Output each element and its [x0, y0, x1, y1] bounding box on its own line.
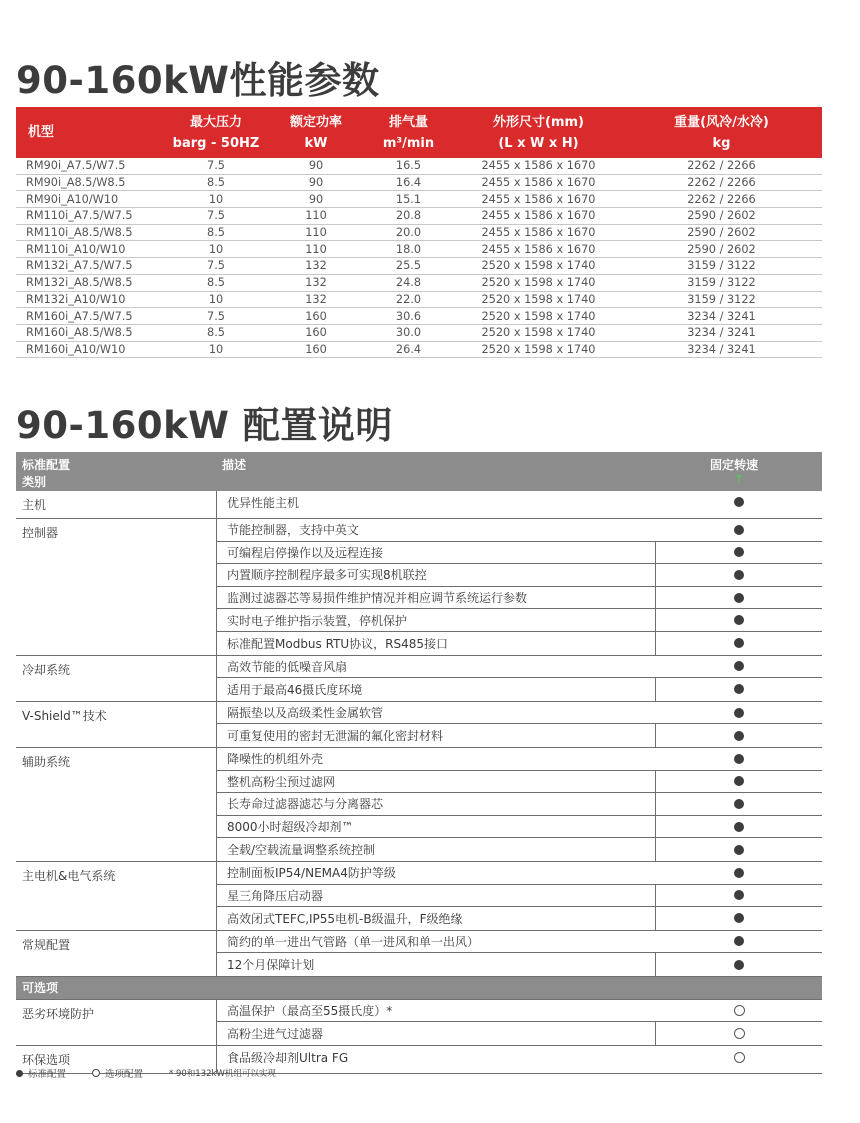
perf-header-cell	[271, 107, 361, 158]
table-cell: 3159 / 3122	[687, 292, 756, 306]
table-cell: 10	[208, 292, 224, 306]
table-row	[16, 258, 822, 275]
config-mark-cell	[656, 542, 822, 564]
perf-header-cell	[456, 107, 621, 158]
standard-dot-icon	[734, 799, 744, 809]
table-cell: 3159 / 3122	[687, 276, 756, 290]
config-group	[16, 862, 822, 931]
config-description: 标准配置Modbus RTU协议，RS485接口	[217, 632, 656, 655]
list-item	[217, 632, 822, 655]
config-description: 高效节能的低噪音风扇	[227, 659, 348, 674]
config-mark-cell	[656, 587, 822, 609]
perf-header-cell	[161, 107, 271, 158]
config-mark-cell	[656, 748, 822, 770]
table-cell: 8.5	[207, 226, 225, 240]
standard-dot-icon	[734, 708, 744, 718]
table-cell: 2455 x 1586 x 1670	[481, 226, 596, 240]
config-table	[16, 452, 822, 1074]
performance-table-header	[16, 107, 822, 158]
config-mark-cell	[656, 656, 822, 678]
config-mark-cell	[656, 885, 822, 907]
list-item	[217, 519, 822, 542]
optional-config-groups	[16, 1000, 822, 1074]
table-cell: 2262 / 2266	[687, 192, 756, 206]
standard-dot-icon	[734, 570, 744, 580]
standard-dot-icon	[734, 661, 744, 671]
config-mark-cell	[656, 862, 822, 884]
config-mark-cell	[656, 519, 822, 541]
optional-circle-icon	[734, 1052, 745, 1063]
config-description: 星三角降压启动器	[217, 885, 656, 907]
config-mark-cell	[656, 793, 822, 815]
config-group	[16, 702, 822, 748]
table-cell: 7.5	[207, 309, 225, 323]
table-cell: 2455 x 1586 x 1670	[481, 176, 596, 190]
standard-dot-icon	[734, 845, 744, 855]
config-group	[16, 519, 822, 656]
standard-dot-icon	[734, 754, 744, 764]
legend-note: * 90和132kW机组可以实现	[169, 1069, 276, 1079]
config-category: 控制器	[16, 519, 217, 655]
config-description: 适用于最高46摄氏度环境	[217, 678, 656, 701]
legend-standard-label: 标准配置	[28, 1069, 67, 1080]
standard-dot-icon	[734, 638, 744, 648]
list-item	[217, 702, 822, 725]
optional-circle-icon	[734, 1005, 745, 1016]
config-category: 常规配置	[16, 931, 217, 976]
perf-header-line2: m³/min	[382, 135, 435, 151]
table-cell: 2520 x 1598 x 1740	[481, 292, 596, 306]
config-description: 8000小时超级冷却剂™	[217, 816, 656, 838]
list-item	[217, 816, 822, 839]
table-cell: 2455 x 1586 x 1670	[481, 209, 596, 223]
config-mark-cell	[656, 609, 822, 631]
config-category: 环保选项	[16, 1046, 217, 1073]
config-category: 主电机&电气系统	[16, 862, 217, 930]
table-cell: 3159 / 3122	[687, 259, 756, 273]
table-cell: 3234 / 3241	[687, 326, 756, 340]
perf-header-line2: barg - 50HZ	[172, 135, 260, 151]
config-description: 监测过滤器芯等易损件维护情况并相应调节系统运行参数	[217, 587, 656, 609]
table-cell: 16.4	[395, 176, 422, 190]
perf-header-cell	[361, 107, 456, 158]
perf-header-line2: kW	[304, 135, 328, 151]
table-cell: 160	[305, 309, 327, 323]
optional-circle-icon	[92, 1069, 100, 1077]
table-cell: 8.5	[207, 326, 225, 340]
config-mark-cell	[656, 771, 822, 793]
table-cell: RM110i_A10/W10	[26, 242, 126, 256]
table-cell: 18.0	[395, 242, 422, 256]
standard-dot-icon	[734, 960, 744, 970]
config-description: 控制面板IP54/NEMA4防护等级	[227, 866, 396, 881]
performance-title: 90-160kW性能参数	[16, 59, 380, 102]
legend-optional-label: 选项配置	[105, 1069, 144, 1080]
config-description: 食品级冷却剂Ultra FG	[227, 1050, 349, 1065]
table-cell: 2455 x 1586 x 1670	[481, 159, 596, 173]
table-row	[16, 275, 822, 292]
table-cell: 2520 x 1598 x 1740	[481, 276, 596, 290]
table-cell: 2590 / 2602	[687, 209, 756, 223]
table-cell: 90	[308, 192, 324, 206]
fixed-speed-mark: ↑	[734, 472, 745, 486]
perf-header-line2: (L x W x H)	[498, 135, 579, 151]
standard-dot-icon	[734, 776, 744, 786]
list-item	[217, 656, 822, 679]
standard-dot-icon	[734, 497, 744, 507]
table-cell: 10	[208, 192, 224, 206]
table-cell: 24.8	[395, 276, 422, 290]
config-mark-cell	[656, 678, 822, 701]
table-cell: 110	[305, 226, 327, 240]
table-cell: 2520 x 1598 x 1740	[481, 326, 596, 340]
standard-dot-icon	[734, 936, 744, 946]
config-category: 恶劣环境防护	[16, 1000, 217, 1045]
table-cell: 160	[305, 342, 327, 356]
table-row	[16, 158, 822, 175]
standard-dot-icon	[16, 1070, 23, 1077]
table-row	[16, 191, 822, 208]
perf-header-line1: 机型	[28, 125, 55, 140]
config-description: 高效闭式TEFC,IP55电机-B级温升，F级绝缘	[217, 907, 656, 930]
optional-section-bar: 可选项	[16, 977, 822, 1000]
list-item	[217, 1000, 822, 1023]
config-description: 简约的单一进出气管路（单一进风和单一出风）	[227, 934, 480, 949]
table-cell: 7.5	[207, 159, 225, 173]
standard-config-groups	[16, 491, 822, 977]
config-description: 优异性能主机	[227, 495, 300, 510]
table-cell: 132	[305, 259, 327, 273]
config-mark-cell	[656, 632, 822, 655]
table-cell: 2455 x 1586 x 1670	[481, 242, 596, 256]
list-item	[217, 931, 822, 954]
header-category-label: 类别	[22, 475, 47, 489]
config-mark-cell	[656, 702, 822, 724]
table-cell: RM132i_A10/W10	[26, 292, 126, 306]
config-mark-cell	[656, 1022, 822, 1045]
table-cell: RM90i_A7.5/W7.5	[26, 159, 126, 173]
standard-dot-icon	[734, 868, 744, 878]
config-description: 整机高粉尘预过滤网	[217, 771, 656, 793]
config-description: 降噪性的机组外壳	[227, 752, 324, 767]
list-item	[217, 862, 822, 885]
perf-header-line1: 额定功率	[289, 114, 342, 130]
config-mark-cell	[656, 838, 822, 861]
config-mark-cell	[656, 491, 822, 514]
perf-header-line2: kg	[712, 135, 731, 151]
list-item	[217, 1022, 822, 1045]
standard-dot-icon	[734, 684, 744, 694]
table-cell: 26.4	[395, 342, 422, 356]
table-cell: 2520 x 1598 x 1740	[481, 342, 596, 356]
table-cell: 132	[305, 292, 327, 306]
list-item	[217, 953, 822, 976]
standard-dot-icon	[734, 615, 744, 625]
perf-header-line1: 外形尺寸(mm)	[493, 114, 584, 130]
list-item	[217, 907, 822, 930]
config-category: 辅助系统	[16, 748, 217, 861]
table-row	[16, 175, 822, 192]
config-category: 冷却系统	[16, 656, 217, 701]
table-row	[16, 225, 822, 242]
table-cell: RM160i_A7.5/W7.5	[26, 309, 133, 323]
table-cell: 22.0	[395, 292, 422, 306]
perf-header-line1: 排气量	[388, 114, 428, 130]
perf-header-line1: 重量(风冷/水冷)	[674, 114, 769, 130]
table-cell: 110	[305, 242, 327, 256]
config-category: 主机	[16, 491, 217, 518]
config-mark-cell	[656, 724, 822, 747]
config-title: 90-160kW 配置说明	[16, 404, 393, 447]
list-item	[217, 748, 822, 771]
config-description: 可编程启停操作以及远程连接	[217, 542, 656, 564]
table-cell: RM132i_A8.5/W8.5	[26, 276, 133, 290]
table-cell: 25.5	[395, 259, 422, 273]
standard-dot-icon	[734, 731, 744, 741]
table-cell: 2262 / 2266	[687, 176, 756, 190]
performance-table-body	[16, 158, 822, 358]
table-row	[16, 241, 822, 258]
config-group	[16, 1000, 822, 1046]
perf-header-line1: 最大压力	[189, 114, 242, 130]
perf-header-cell	[621, 107, 822, 158]
table-row	[16, 308, 822, 325]
list-item	[217, 1046, 822, 1069]
config-group	[16, 931, 822, 977]
table-cell: RM110i_A8.5/W8.5	[26, 226, 133, 240]
config-group	[16, 491, 822, 519]
table-cell: 90	[308, 159, 324, 173]
table-row	[16, 342, 822, 359]
config-description: 高温保护（最高至55摄氏度）*	[227, 1004, 393, 1019]
table-cell: 2455 x 1586 x 1670	[481, 192, 596, 206]
config-group	[16, 748, 822, 862]
table-cell: 2520 x 1598 x 1740	[481, 309, 596, 323]
table-row	[16, 208, 822, 225]
config-group	[16, 656, 822, 702]
header-description-label: 描述	[222, 458, 247, 472]
standard-dot-icon	[734, 525, 744, 535]
table-cell: 30.6	[395, 309, 422, 323]
table-cell: 7.5	[207, 259, 225, 273]
table-row	[16, 292, 822, 309]
table-cell: 3234 / 3241	[687, 309, 756, 323]
table-row	[16, 325, 822, 342]
header-fixed-speed-label: 固定转速	[710, 458, 759, 472]
config-mark-cell	[656, 931, 822, 953]
list-item	[217, 491, 822, 514]
list-item	[217, 678, 822, 701]
config-description: 隔振垫以及高级柔性金属软管	[227, 706, 384, 721]
config-description: 12个月保障计划	[217, 953, 656, 976]
table-cell: 10	[208, 342, 224, 356]
table-cell: 8.5	[207, 176, 225, 190]
table-cell: RM132i_A7.5/W7.5	[26, 259, 133, 273]
performance-table	[16, 107, 822, 358]
table-cell: 160	[305, 326, 327, 340]
list-item	[217, 771, 822, 794]
legend	[16, 1066, 276, 1080]
config-description: 实时电子维护指示装置，停机保护	[217, 609, 656, 631]
table-cell: 8.5	[207, 276, 225, 290]
table-cell: RM90i_A8.5/W8.5	[26, 176, 126, 190]
table-cell: 16.5	[395, 159, 422, 173]
config-table-header	[16, 452, 822, 491]
standard-dot-icon	[734, 593, 744, 603]
config-mark-cell	[656, 1046, 822, 1069]
table-cell: 2590 / 2602	[687, 226, 756, 240]
table-cell: RM110i_A7.5/W7.5	[26, 209, 133, 223]
standard-dot-icon	[734, 547, 744, 557]
list-item	[217, 838, 822, 861]
config-category: V-Shield™技术	[16, 702, 217, 747]
list-item	[217, 587, 822, 610]
standard-dot-icon	[734, 913, 744, 923]
header-standard-label: 标准配置	[22, 458, 71, 472]
table-cell: 2520 x 1598 x 1740	[481, 259, 596, 273]
config-description: 长寿命过滤器滤芯与分离器芯	[217, 793, 656, 815]
list-item	[217, 564, 822, 587]
config-description: 高粉尘进气过滤器	[217, 1022, 656, 1045]
config-mark-cell	[656, 1000, 822, 1022]
table-cell: 30.0	[395, 326, 422, 340]
list-item	[217, 885, 822, 908]
config-description: 节能控制器，支持中英文	[227, 523, 360, 538]
list-item	[217, 609, 822, 632]
table-cell: 10	[208, 242, 224, 256]
table-cell: 90	[308, 176, 324, 190]
table-cell: 7.5	[207, 209, 225, 223]
table-cell: 15.1	[395, 192, 422, 206]
config-mark-cell	[656, 953, 822, 976]
config-description: 内置顺序控制程序最多可实现8机联控	[217, 564, 656, 586]
table-cell: 2590 / 2602	[687, 242, 756, 256]
config-description: 可重复使用的密封无泄漏的氟化密封材料	[217, 724, 656, 747]
optional-circle-icon	[734, 1028, 745, 1039]
list-item	[217, 542, 822, 565]
table-cell: 110	[305, 209, 327, 223]
table-cell: 2262 / 2266	[687, 159, 756, 173]
list-item	[217, 793, 822, 816]
config-mark-cell	[656, 907, 822, 930]
standard-dot-icon	[734, 822, 744, 832]
table-cell: RM90i_A10/W10	[26, 192, 119, 206]
table-cell: 20.0	[395, 226, 422, 240]
config-description: 全载/空载流量调整系统控制	[217, 838, 656, 861]
table-cell: RM160i_A10/W10	[26, 342, 126, 356]
standard-dot-icon	[734, 890, 744, 900]
perf-header-cell	[16, 107, 161, 158]
table-cell: 132	[305, 276, 327, 290]
config-mark-cell	[656, 816, 822, 838]
list-item	[217, 724, 822, 747]
config-mark-cell	[656, 564, 822, 586]
table-cell: RM160i_A8.5/W8.5	[26, 326, 133, 340]
table-cell: 20.8	[395, 209, 422, 223]
table-cell: 3234 / 3241	[687, 342, 756, 356]
